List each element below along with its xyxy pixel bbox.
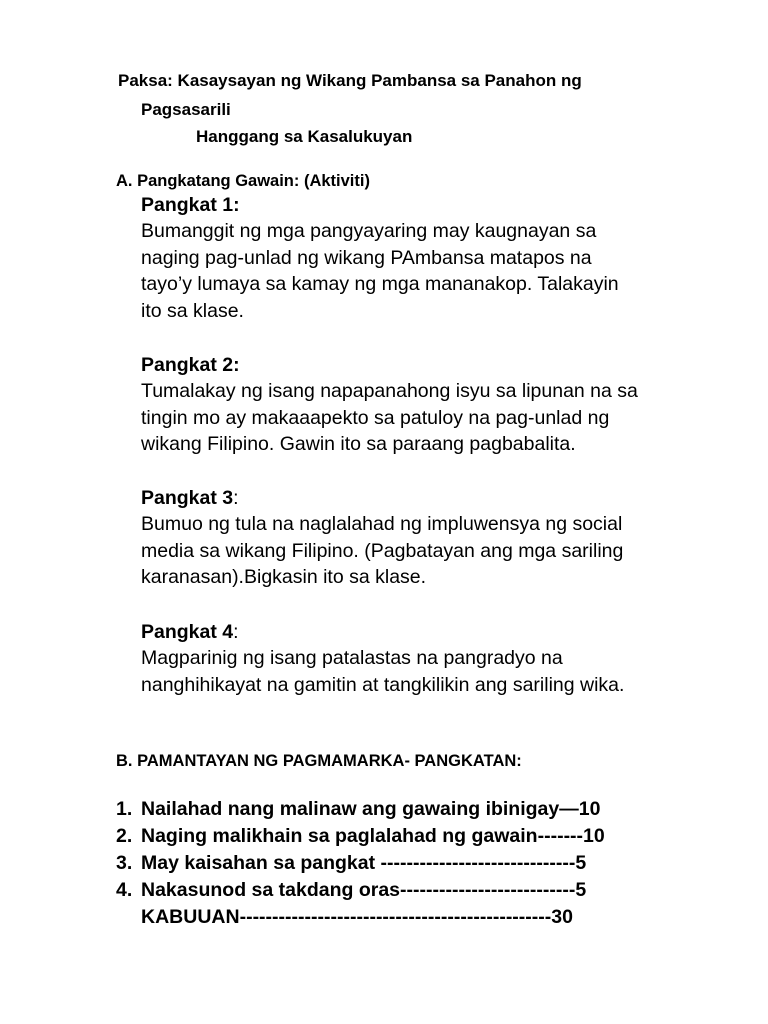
rubric-item-text: Nakasunod sa takdang oras---------------------------5 (141, 879, 587, 901)
group-3-text-line: Bumuo ng tula na naglalahad ng impluwensya ng social (141, 513, 623, 535)
group-2-title (141, 352, 741, 378)
group-title-colon: : (233, 487, 239, 509)
group-2-text-line: tingin mo ay makaaapekto sa patuloy na pag-unlad ng (141, 406, 610, 429)
group-4-title (141, 619, 741, 645)
group-1-activity (141, 192, 741, 324)
rubric-item (116, 823, 605, 850)
group-2-activity (141, 352, 741, 458)
group-1-text-line: Bumanggit ng mga pangyayaring may kaugnayan sa (141, 220, 597, 242)
rubric-item-text: Naging malikhain sa paglalahad ng gawain-------10 (141, 825, 605, 847)
rubric-item (116, 850, 605, 877)
rubric-item-text: Nailahad nang malinaw ang gawaing ibinigay—10 (141, 798, 601, 820)
group-4-text-line: nanghihikayat na gamitin at tangkilikin ang sariling wika. (141, 673, 625, 696)
section-a-heading: A. Pangkatang Gawain: (Aktiviti) (116, 172, 370, 190)
group-1-text-line: tayo’y lumaya sa kamay ng mga mananakop. Talakayin (141, 273, 619, 295)
group-2-text-line: Tumalakay ng isang napapanahong isyu sa lipunan na sa (141, 380, 638, 402)
group-4-activity (141, 619, 741, 698)
rubric-total-text: KABUUAN------------------------------------------------30 (141, 906, 573, 928)
group-1-title (141, 192, 741, 218)
group-title-text: Pangkat 4 (141, 621, 234, 643)
topic-title-line-1: Paksa: Kasaysayan ng Wikang Pambansa sa Panahon ng (118, 71, 582, 90)
grading-rubric-list (116, 796, 605, 931)
rubric-item-number: 2. (116, 825, 133, 847)
rubric-item-number: 1. (116, 798, 133, 820)
rubric-item-number: 4. (116, 879, 133, 901)
group-3-activity (141, 485, 741, 591)
group-1-text-line: ito sa klase. (141, 299, 244, 322)
rubric-item (116, 796, 605, 823)
rubric-total-indent (116, 904, 141, 931)
group-title-colon: : (233, 621, 239, 643)
group-3-title (141, 485, 741, 511)
group-title-text: Pangkat 2: (141, 354, 240, 376)
section-b-heading: B. PAMANTAYAN NG PAGMAMARKA- PANGKATAN: (116, 752, 522, 770)
group-3-text-line: media sa wikang Filipino. (Pagbatayan ang mga sariling (141, 539, 624, 562)
topic-title-line-3: Hanggang sa Kasalukuyan (196, 127, 413, 146)
group-2-text-line: wikang Filipino. Gawin ito sa paraang pagbabalita. (141, 433, 576, 455)
rubric-item-number: 3. (116, 852, 133, 874)
group-title-text: Pangkat 3 (141, 487, 234, 509)
rubric-item-text: May kaisahan sa pangkat ------------------------------5 (141, 852, 587, 874)
topic-title-line-2: Pagsasarili (141, 100, 231, 119)
group-4-text-line: Magparinig ng isang patalastas na pangradyo na (141, 647, 563, 669)
rubric-item (116, 877, 605, 904)
rubric-total (116, 904, 605, 931)
group-3-text-line: karanasan).Bigkasin ito sa klase. (141, 566, 427, 588)
group-1-text-line: naging pag-unlad ng wikang PAmbansa matapos na (141, 246, 592, 269)
group-title-text: Pangkat 1: (141, 194, 240, 216)
